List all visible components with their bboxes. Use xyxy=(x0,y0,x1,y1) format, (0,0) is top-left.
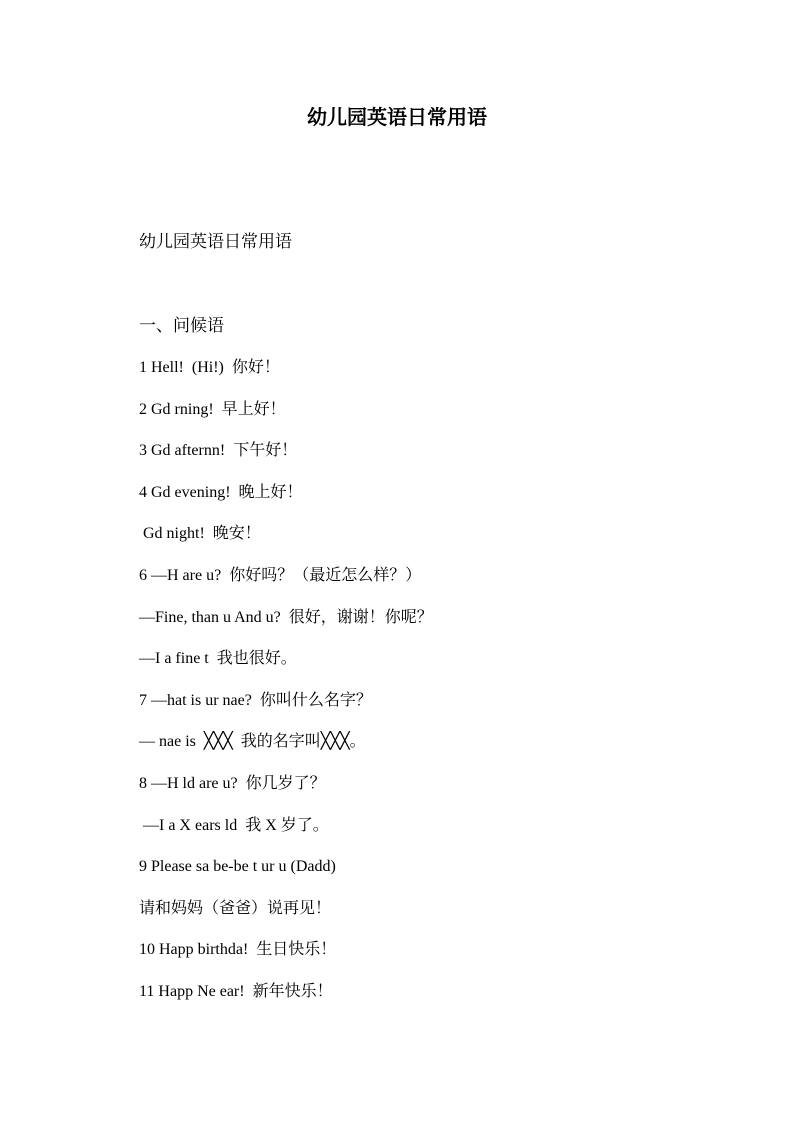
phrase-line: 请和妈妈（爸爸）说再见！ xyxy=(139,899,332,917)
phrase-line: 8 —H ld are u? 你几岁了？ xyxy=(139,774,326,792)
phrase-line: 4 Gd evening! 晚上好！ xyxy=(139,483,303,501)
phrase-line: 11 Happ Ne ear! 新年快乐！ xyxy=(139,982,333,1000)
phrase-line: 10 Happ birthda! 生日快乐！ xyxy=(139,941,337,959)
phrase-list xyxy=(139,356,739,1022)
phrase-line: — nae is ╳╳╳ 我的名字叫╳╳╳。 xyxy=(139,733,366,751)
phrase-line: —I a fine t 我也很好。 xyxy=(139,650,297,668)
phrase-line: —I a X ears ld 我 X 岁了。 xyxy=(139,816,329,834)
phrase-line: —Fine, than u And u? 很好，谢谢！你呢？ xyxy=(139,608,433,626)
phrase-line: 1 Hell! (Hi!) 你好！ xyxy=(139,359,280,376)
phrase-line: 7 —hat is ur nae? 你叫什么名字？ xyxy=(139,691,372,709)
section-heading: 一、问候语 xyxy=(139,316,224,335)
document-title: 幼儿园英语日常用语 xyxy=(307,107,487,129)
phrase-line: 3 Gd afternn! 下午好！ xyxy=(139,442,298,460)
phrase-line: 6 —H are u? 你好吗？（最近怎么样？） xyxy=(139,566,422,584)
phrase-line: 2 Gd rning! 早上好！ xyxy=(139,400,286,418)
phrase-line: Gd night! 晚安！ xyxy=(139,525,261,543)
document-subtitle: 幼儿园英语日常用语 xyxy=(139,232,292,251)
phrase-line: 9 Please sa be-be t ur u (Dadd) xyxy=(139,858,336,876)
